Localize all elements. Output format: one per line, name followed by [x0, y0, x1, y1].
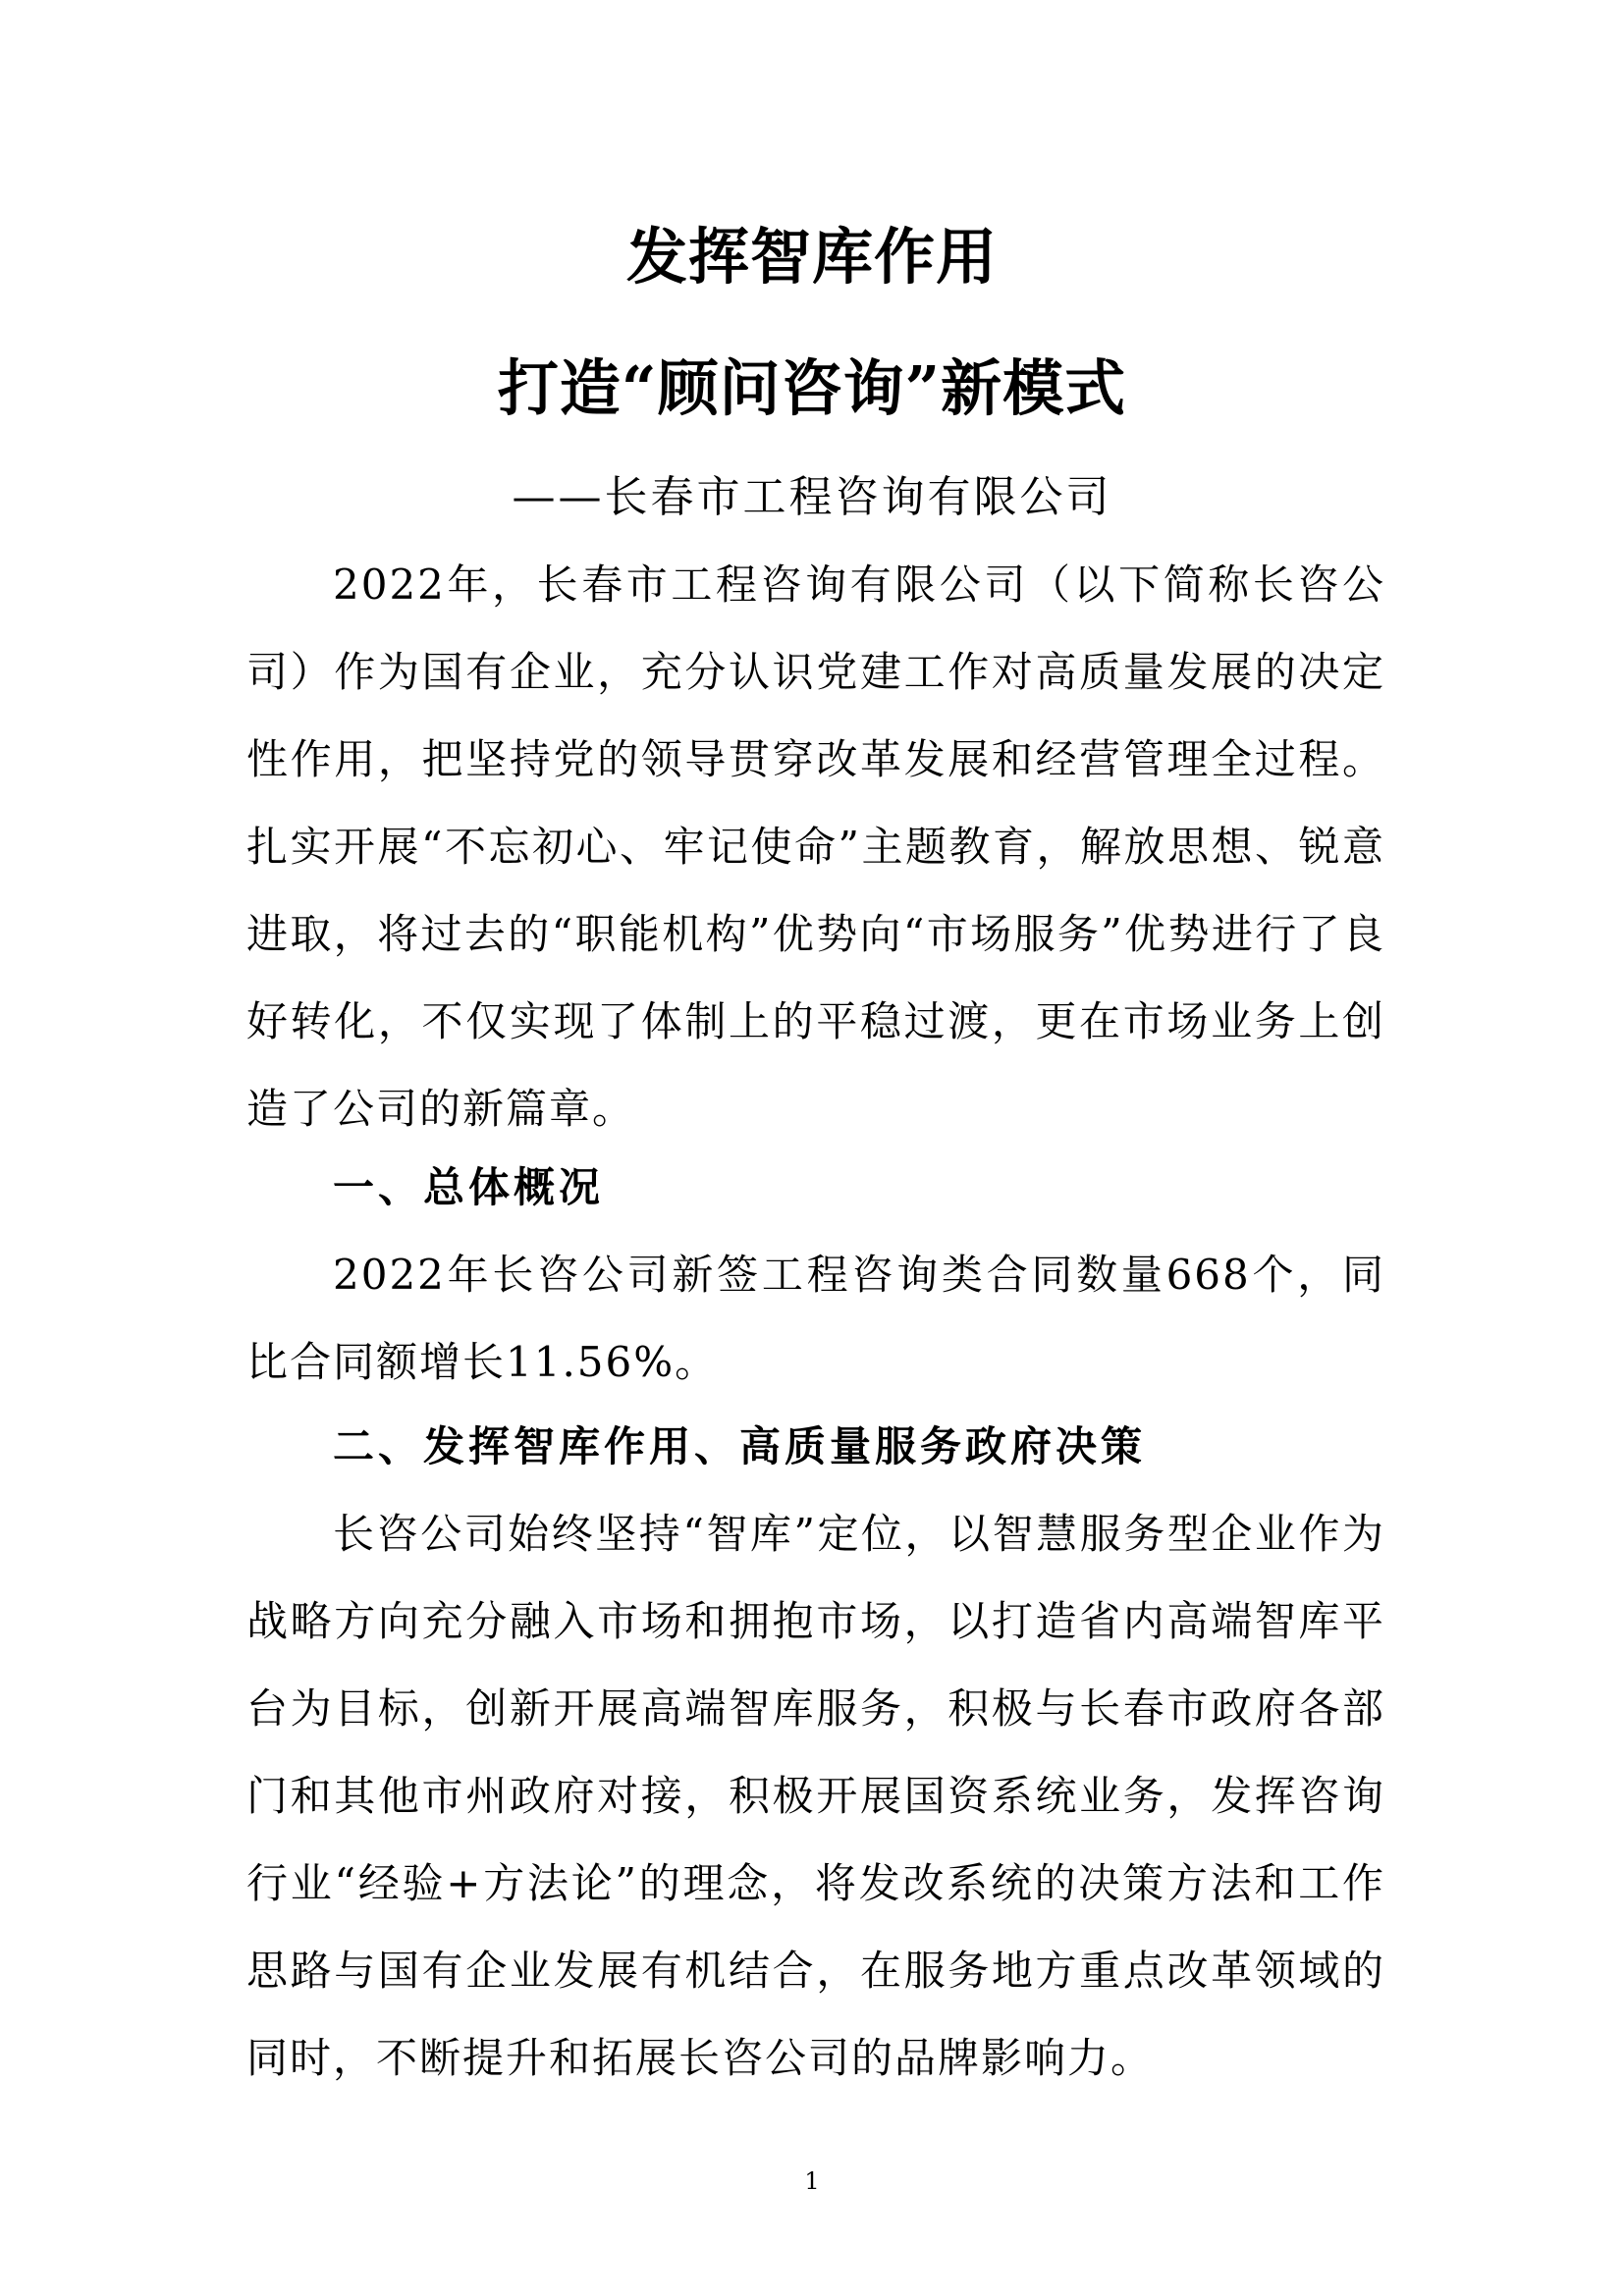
document-title-line-1: 发挥智库作用: [625, 221, 998, 293]
document-subtitle: ——长春市工程咨询有限公司: [512, 472, 1112, 522]
section-heading-overview: 一、总体概况: [333, 1163, 605, 1211]
think-tank-paragraph: 长咨公司始终坚持“智库”定位，以智慧服务型企业作为战略方向充分融入市场和拥抱市场，以打造省内高端智库平台为目标，创新开展高端智库服务，积极与长春市政府各部门和其他市州政府对接，积极开展国资系统业务，发挥咨询行业“经验+方法论”的理念，将发改系统的决策方法和工作思路与国有企业发展有机结合，在服务地方重点改革领域的同时，不断提升和拓展长咨公司的品牌影响力。: [246, 1510, 1385, 2082]
page-number: 1: [804, 2167, 820, 2195]
section-heading-think-tank: 二、发挥智库作用、高质量服务政府决策: [333, 1422, 1147, 1470]
document-title-line-2: 打造“顾问咨询”新模式: [497, 352, 1127, 424]
intro-paragraph: 2022年，长春市工程咨询有限公司（以下简称长咨公司）作为国有企业，充分认识党建工作对高质量发展的决定性作用，把坚持党的领导贯穿改革发展和经营管理全过程。扎实开展“不忘初心、牢记使命”主题教育，解放思想、锐意进取，将过去的“职能机构”优势向“市场服务”优势进行了良好转化，不仅实现了体制上的平稳过渡，更在市场业务上创造了公司的新篇章。: [246, 561, 1385, 1133]
overview-paragraph: 2022年长咨公司新签工程咨询类合同数量668个，同比合同额增长11.56%。: [246, 1251, 1385, 1386]
